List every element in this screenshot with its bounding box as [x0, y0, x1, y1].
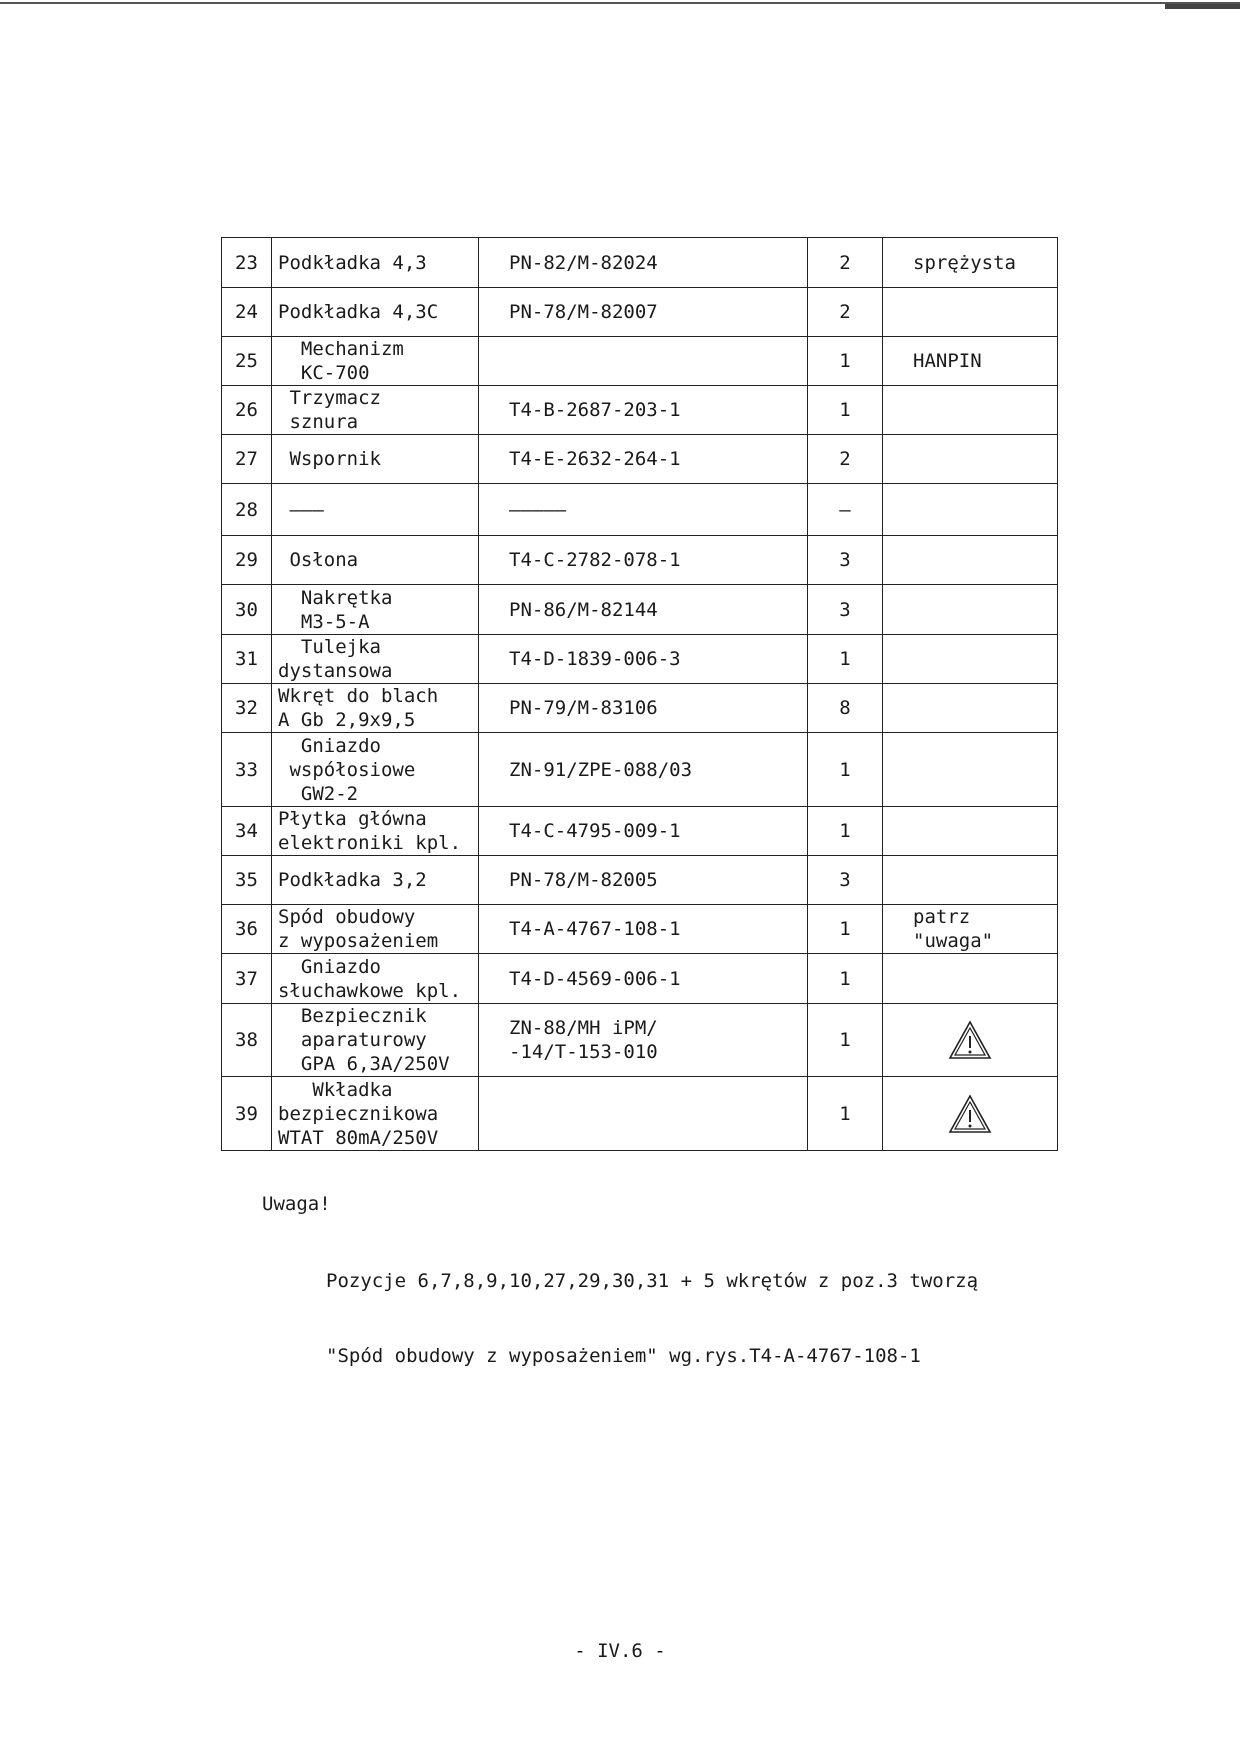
part-name-line: Osłona: [278, 549, 359, 571]
part-name-line: współosiowe: [278, 758, 416, 781]
quantity: 1: [808, 386, 883, 435]
part-name-line: Tulejka: [278, 636, 381, 658]
part-name-line: Podkładka 4,3: [278, 251, 427, 274]
quantity: 3: [808, 536, 883, 585]
quantity: 1: [808, 807, 883, 856]
part-code: [479, 337, 808, 386]
position-number: 38: [222, 1004, 272, 1077]
quantity: 1: [808, 1004, 883, 1077]
position-number: 37: [222, 954, 272, 1004]
part-name-line: Gniazdo: [278, 955, 381, 978]
remarks: [883, 684, 1058, 733]
part-code: ZN-88/MH iPM/ -14/T-153-010: [479, 1004, 808, 1077]
part-name-line: Nakrętka: [278, 586, 393, 609]
remarks: HANPIN: [883, 337, 1058, 386]
part-name-line: z wyposażeniem: [278, 930, 439, 952]
quantity: 1: [808, 635, 883, 684]
part-name-line: dystansowa: [278, 660, 393, 682]
part-name: [272, 536, 479, 585]
quantity: 8: [808, 684, 883, 733]
remarks: [883, 954, 1058, 1004]
part-code: T4-C-2782-078-1: [479, 536, 808, 585]
part-name: [272, 635, 479, 684]
part-name: [272, 1077, 479, 1151]
page-number: - IV.6 -: [574, 1640, 666, 1662]
position-number: 24: [222, 288, 272, 337]
part-name: [272, 1004, 479, 1077]
warning-triangle-icon: [947, 1019, 993, 1061]
part-name-line: M3-5-A: [278, 610, 370, 633]
table-row: [222, 536, 1058, 585]
table-row: [222, 733, 1058, 807]
table-row: [222, 484, 1058, 536]
part-name-line: Podkładka 4,3C: [278, 301, 439, 323]
remarks: [883, 484, 1058, 536]
part-name: [272, 585, 479, 635]
table-row: [222, 1004, 1058, 1077]
table-row: [222, 337, 1058, 386]
quantity: 3: [808, 856, 883, 905]
part-name-line: ———: [278, 498, 324, 521]
position-number: 23: [222, 238, 272, 288]
top-border-mark: [1165, 4, 1240, 9]
table-row: [222, 585, 1058, 635]
part-name: [272, 337, 479, 386]
remarks: [883, 733, 1058, 807]
quantity: 1: [808, 337, 883, 386]
part-code: T4-A-4767-108-1: [479, 905, 808, 954]
part-name-line: słuchawkowe kpl.: [278, 979, 462, 1002]
remarks: [883, 856, 1058, 905]
note-title: Uwaga!: [262, 1193, 331, 1215]
part-name-line: GPA 6,3A/250V: [278, 1053, 450, 1075]
part-name-line: Mechanizm: [278, 338, 404, 360]
table-row: [222, 435, 1058, 484]
part-name-line: KC-700: [278, 362, 370, 384]
part-code: PN-79/M-83106: [479, 684, 808, 733]
remarks: [883, 435, 1058, 484]
table-row: [222, 807, 1058, 856]
table-row: [222, 954, 1058, 1004]
part-name-line: A Gb 2,9x9,5: [278, 709, 416, 731]
part-code: PN-78/M-82007: [479, 288, 808, 337]
table-row: [222, 905, 1058, 954]
part-name: [272, 684, 479, 733]
table-row: [222, 238, 1058, 288]
table-row: [222, 1077, 1058, 1151]
part-name-line: sznura: [278, 411, 359, 433]
part-name-line: Bezpiecznik: [278, 1005, 427, 1027]
part-name-line: WTAT 80mA/250V: [278, 1126, 439, 1149]
quantity: –: [808, 484, 883, 536]
table-row: [222, 684, 1058, 733]
position-number: 26: [222, 386, 272, 435]
part-code: T4-E-2632-264-1: [479, 435, 808, 484]
remarks: [883, 386, 1058, 435]
quantity: 3: [808, 585, 883, 635]
part-code: T4-C-4795-009-1: [479, 807, 808, 856]
table-row: [222, 635, 1058, 684]
table-row: [222, 386, 1058, 435]
part-name-line: Trzymacz: [278, 387, 381, 409]
remarks: [883, 635, 1058, 684]
position-number: 25: [222, 337, 272, 386]
note-line: "Spód obudowy z wyposażeniem" wg.rys.T4-A-4767-108-1: [326, 1345, 921, 1367]
remarks: [883, 536, 1058, 585]
position-number: 27: [222, 435, 272, 484]
position-number: 34: [222, 807, 272, 856]
quantity: 1: [808, 1077, 883, 1151]
part-name-line: aparaturowy: [278, 1029, 427, 1051]
part-code: T4-B-2687-203-1: [479, 386, 808, 435]
part-name: [272, 733, 479, 807]
position-number: 28: [222, 484, 272, 536]
quantity: 2: [808, 288, 883, 337]
remarks: [883, 585, 1058, 635]
part-name: [272, 238, 479, 288]
part-name: [272, 954, 479, 1004]
remarks: [883, 1004, 1058, 1077]
part-name-line: bezpiecznikowa: [278, 1102, 439, 1125]
part-name-line: Gniazdo: [278, 734, 381, 757]
part-name-line: Wspornik: [278, 448, 381, 470]
part-name: [272, 484, 479, 536]
part-code: PN-78/M-82005: [479, 856, 808, 905]
remarks: sprężysta: [883, 238, 1058, 288]
part-code: PN-86/M-82144: [479, 585, 808, 635]
note-line: Pozycje 6,7,8,9,10,27,29,30,31 + 5 wkrętów z poz.3 tworzą: [326, 1270, 979, 1292]
position-number: 39: [222, 1077, 272, 1151]
quantity: 2: [808, 435, 883, 484]
table-row: [222, 288, 1058, 337]
part-name: [272, 435, 479, 484]
note-body: [326, 1219, 978, 1394]
remarks: [883, 288, 1058, 337]
position-number: 31: [222, 635, 272, 684]
part-code: PN-82/M-82024: [479, 238, 808, 288]
part-code: T4-D-4569-006-1: [479, 954, 808, 1004]
part-code: ZN-91/ZPE-088/03: [479, 733, 808, 807]
part-name: [272, 905, 479, 954]
part-name-line: Wkładka: [278, 1078, 393, 1101]
part-name-line: Podkładka 3,2: [278, 869, 427, 891]
position-number: 32: [222, 684, 272, 733]
part-name-line: GW2-2: [278, 782, 359, 805]
part-name: [272, 386, 479, 435]
part-name: [272, 807, 479, 856]
quantity: 2: [808, 238, 883, 288]
quantity: 1: [808, 905, 883, 954]
remarks: [883, 807, 1058, 856]
part-name-line: elektroniki kpl.: [278, 832, 462, 854]
parts-table-body: [222, 238, 1058, 1151]
position-number: 36: [222, 905, 272, 954]
warning-triangle-icon: [947, 1093, 993, 1135]
part-code: [479, 1077, 808, 1151]
top-border-line: [0, 2, 1240, 4]
quantity: 1: [808, 733, 883, 807]
part-name-line: Wkręt do blach: [278, 685, 439, 707]
table-row: [222, 856, 1058, 905]
part-name: [272, 288, 479, 337]
position-number: 30: [222, 585, 272, 635]
part-code: T4-D-1839-006-3: [479, 635, 808, 684]
parts-table: [221, 237, 1058, 1151]
part-name: [272, 856, 479, 905]
part-code: —————: [479, 484, 808, 536]
position-number: 35: [222, 856, 272, 905]
position-number: 33: [222, 733, 272, 807]
part-name-line: Płytka główna: [278, 808, 427, 830]
part-name-line: Spód obudowy: [278, 906, 416, 928]
quantity: 1: [808, 954, 883, 1004]
position-number: 29: [222, 536, 272, 585]
remarks: patrz "uwaga": [883, 905, 1058, 954]
remarks: [883, 1077, 1058, 1151]
